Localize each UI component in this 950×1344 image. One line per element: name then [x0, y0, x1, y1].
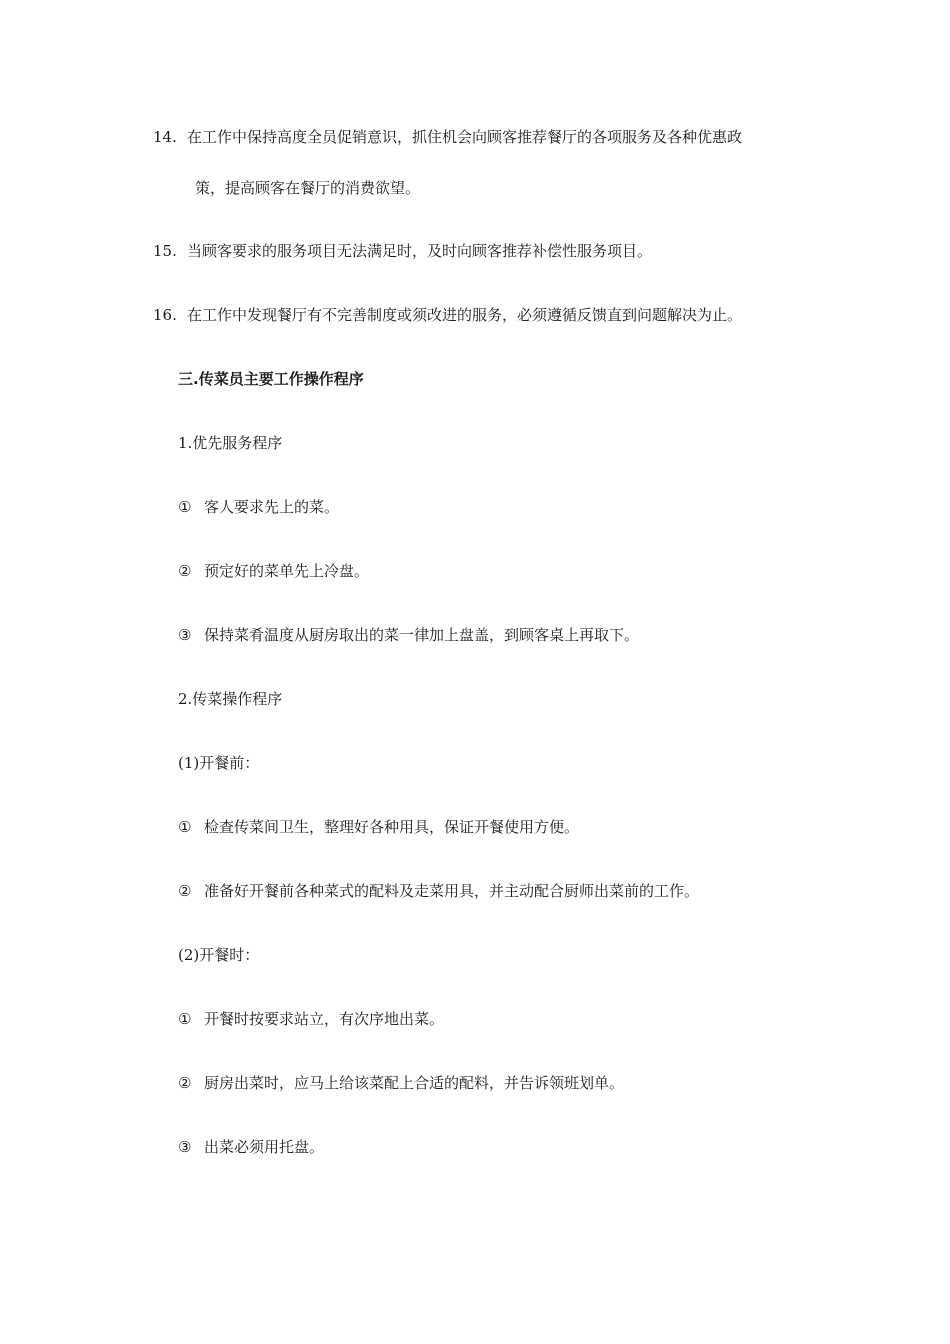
circled-number: ② [178, 562, 192, 580]
list-item [178, 881, 699, 901]
list-item-14 [153, 127, 742, 147]
list-item [178, 1073, 624, 1093]
list-item [178, 561, 369, 581]
circled-number: ② [178, 882, 192, 900]
list-item [178, 1009, 444, 1029]
circled-number: ② [178, 1074, 192, 1092]
list-item-16 [153, 305, 742, 325]
list-item-15 [153, 241, 652, 261]
circled-number: ③ [178, 626, 192, 644]
item-text: 当顾客要求的服务项目无法满足时，及时向顾客推荐补偿性服务项目。 [187, 242, 653, 260]
phase-heading-during-meal: (2)开餐时： [178, 946, 260, 964]
item-text: 在工作中保持高度全员促销意识，抓住机会向顾客推荐餐厅的各项服务及各种优惠政 [187, 128, 743, 146]
item-text: 出菜必须用托盘。 [204, 1138, 325, 1156]
list-item [178, 1137, 324, 1157]
circled-number: ① [178, 818, 192, 836]
item-text: 厨房出菜时，应马上给该菜配上合适的配料，并告诉领班划单。 [204, 1074, 625, 1092]
list-item [178, 817, 579, 837]
item-text: 策，提高顾客在餐厅的消费欲望。 [195, 179, 421, 197]
phase-heading-before-meal: (1)开餐前： [178, 754, 260, 772]
item-number: 15. [153, 242, 177, 260]
section-heading: 三.传菜员主要工作操作程序 [178, 370, 364, 388]
item-text: 保持菜肴温度从厨房取出的菜一律加上盘盖，到顾客桌上再取下。 [204, 626, 640, 644]
item-number: 14. [153, 128, 177, 146]
list-item [178, 497, 339, 517]
item-text: 开餐时按要求站立，有次序地出菜。 [204, 1010, 445, 1028]
subsection-heading-serving-procedure: 2.传菜操作程序 [178, 690, 283, 708]
item-number: 16. [153, 306, 177, 324]
circled-number: ① [178, 1010, 192, 1028]
circled-number: ① [178, 498, 192, 516]
item-text: 在工作中发现餐厅有不完善制度或须改进的服务，必须遵循反馈直到问题解决为止。 [187, 306, 743, 324]
item-text: 客人要求先上的菜。 [204, 498, 340, 516]
subsection-heading-priority-service: 1.优先服务程序 [178, 434, 283, 452]
circled-number: ③ [178, 1138, 192, 1156]
item-text: 检查传菜间卫生，整理好各种用具，保证开餐使用方便。 [204, 818, 580, 836]
list-item [178, 625, 639, 645]
item-text: 预定好的菜单先上冷盘。 [204, 562, 370, 580]
item-text: 准备好开餐前各种菜式的配料及走菜用具，并主动配合厨师出菜前的工作。 [204, 882, 700, 900]
list-item-14-continuation [195, 178, 420, 198]
